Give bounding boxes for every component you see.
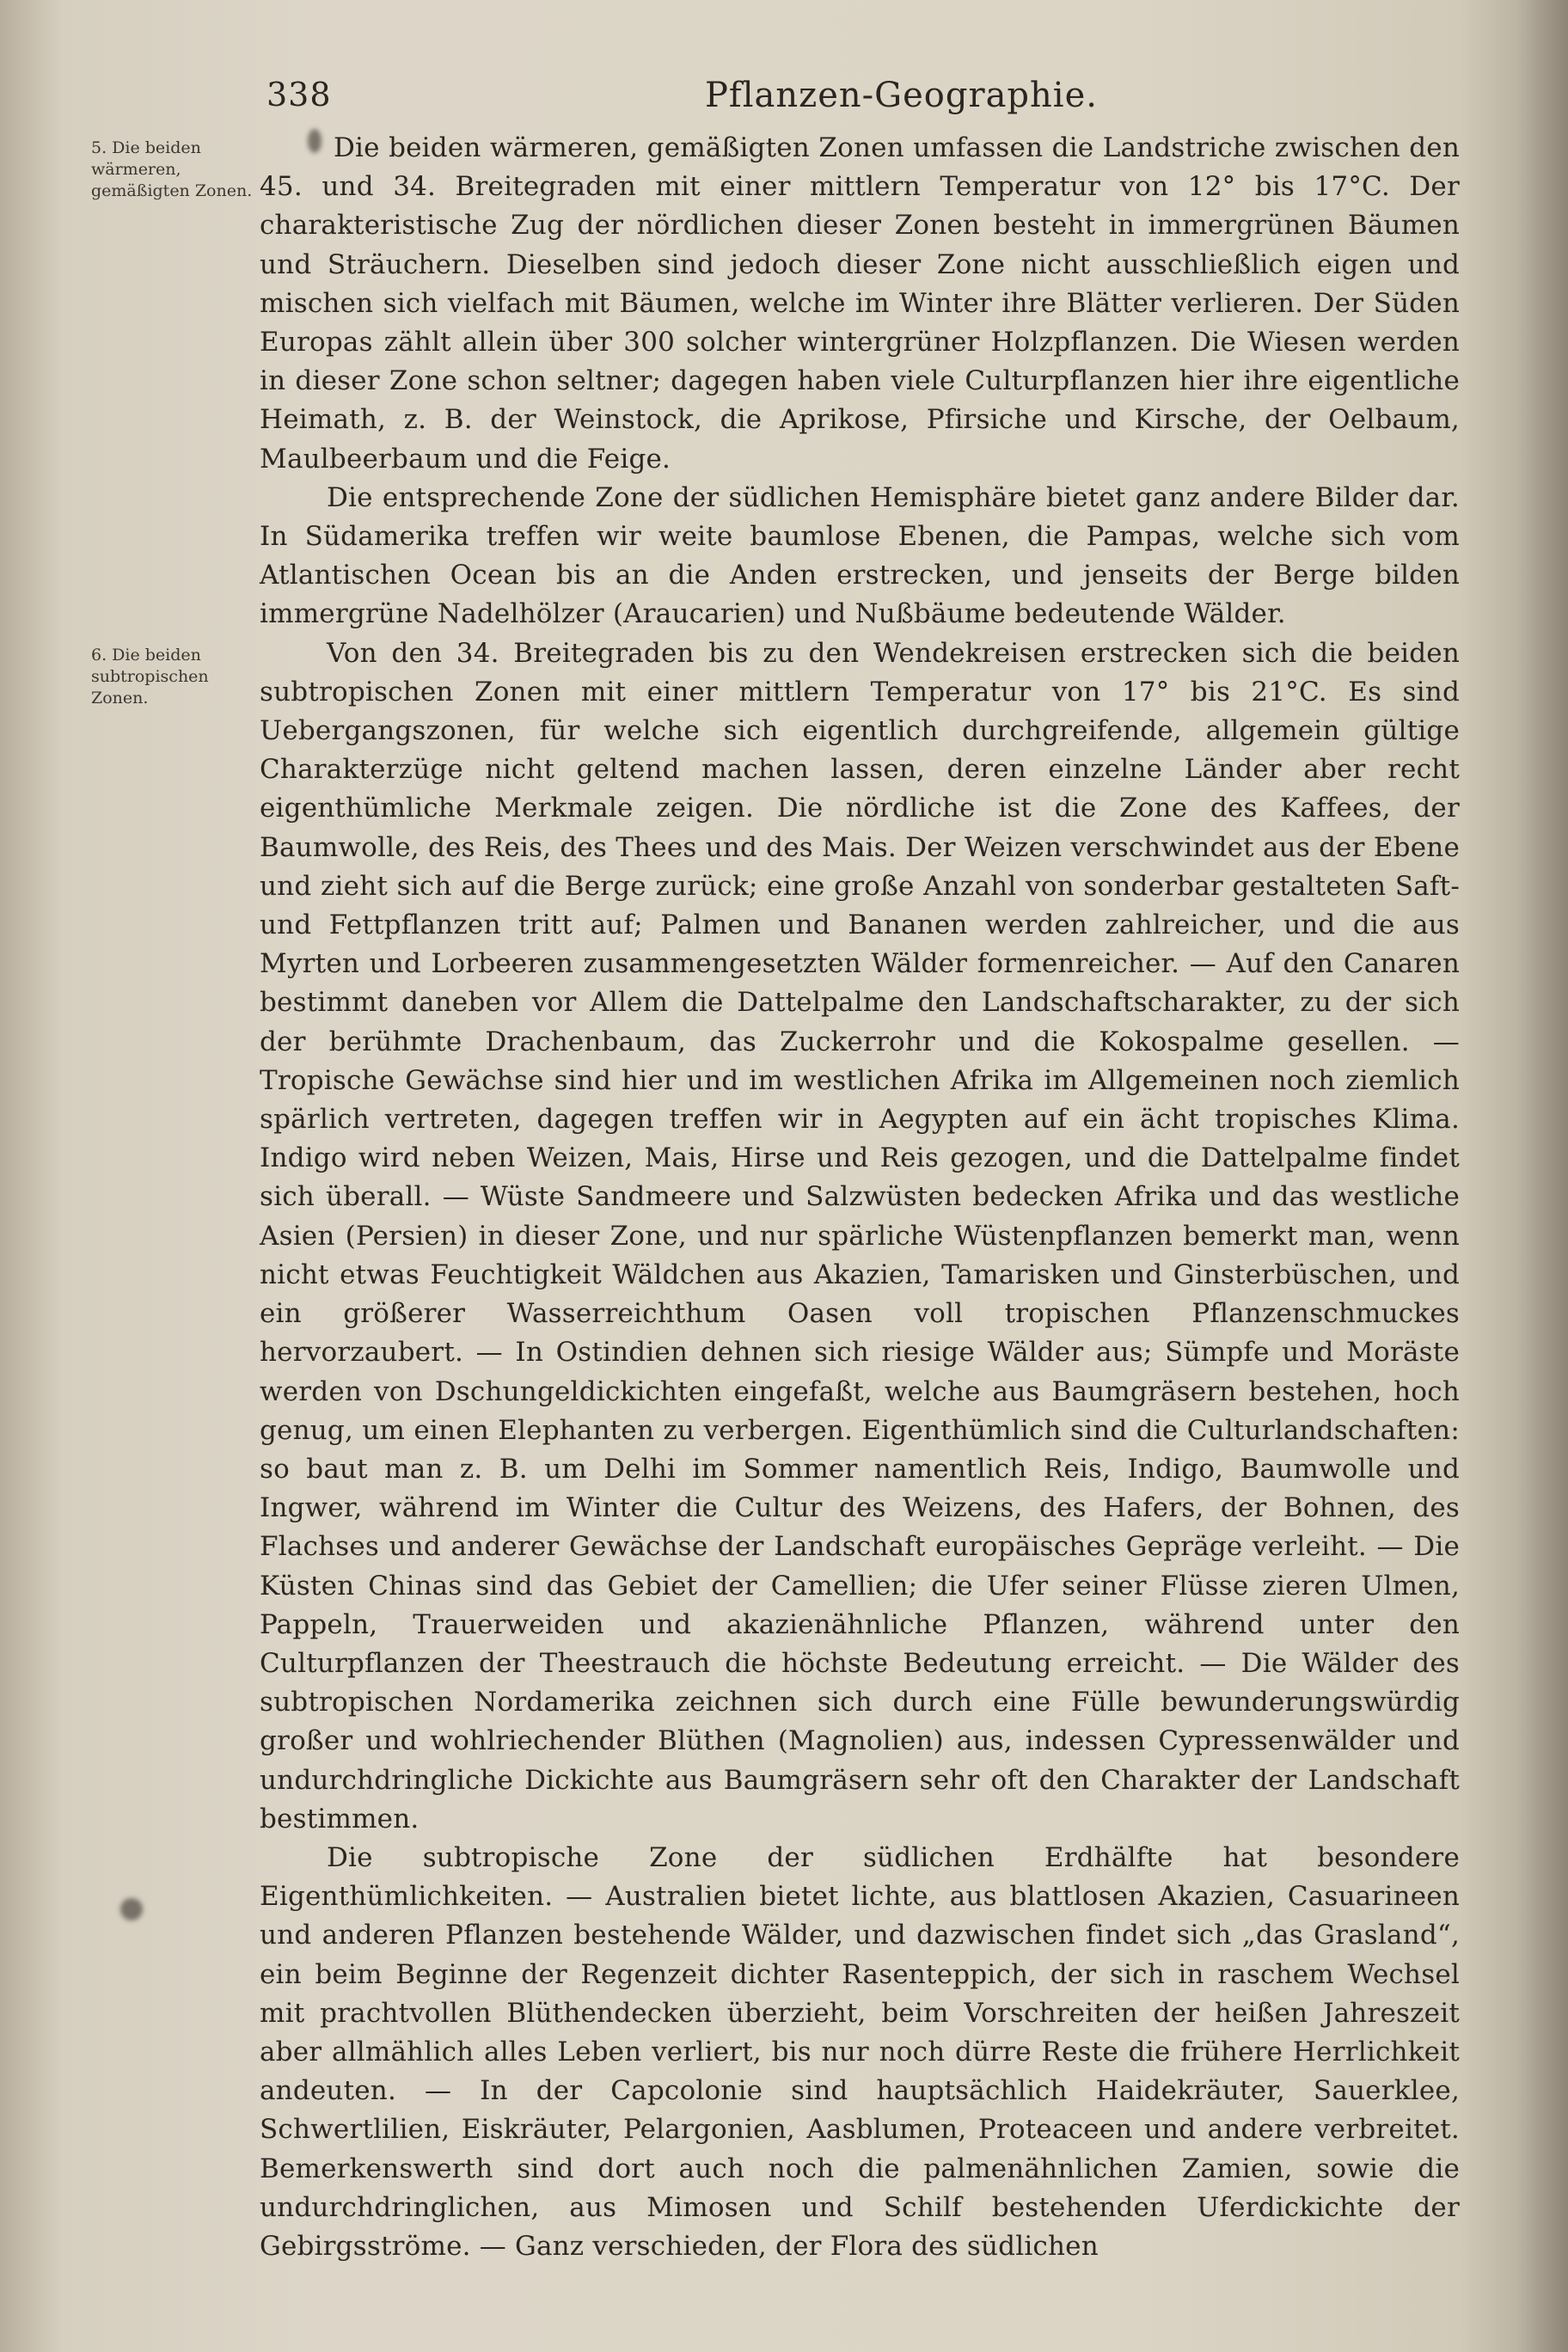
paragraph: Die beiden wärmeren, gemäßigten Zonen umfassen die Landstriche zwischen den 45. und 34. Breitegraden mit einer mittlern Temperatur von 12° bis 17°C. Der charakteristische Zug der nördlichen dieser Zonen besteht in immergrünen Bäumen und Sträuchern. Dieselben sind jedoch dieser Zone nicht ausschließlich eigen und mischen sich vielfach mit Bäumen, welche im Winter ihre Blätter verlieren. Der Süden Europas zählt allein über 300 solcher wintergrüner Holzpflanzen. Die Wiesen werden in dieser Zone schon seltner; dagegen haben viele Culturpflanzen hier ihre eigentliche Heimath, z. B. der Weinstock, die Aprikose, Pfirsiche und Kirsche, der Oelbaum, Maulbeerbaum und die Feige. — [260, 132, 1460, 475]
paragraph: Von den 34. Breitegraden bis zu den Wendekreisen erstrecken sich die beiden subtropischen Zonen mit einer mittlern Temperatur von 17° bis 21°C. Es sind Uebergangszonen, für welche sich eigentlich durchgreifende, allgemein gültige Charakterzüge nicht geltend machen lassen, deren einzelne Länder aber recht eigenthümliche Merkmale zeigen. Die nördliche ist die Zone des Kaffees, der Baumwolle, des Reis, des Thees und des Mais. Der Weizen verschwindet aus der Ebene und zieht sich auf die Berge zurück; eine große Anzahl von sonderbar gestalteten Saft- und Fettpflanzen tritt auf; Palmen und Bananen werden zahlreicher, und die aus Myrten und Lorbeeren zusammengesetzten Wälder formenreicher. — Auf den Canaren bestimmt daneben vor Allem die Dattelpalme den Landschaftscharakter, zu der sich der berühmte Drachenbaum, das Zuckerrohr und die Kokospalme gesellen. — Tropische Gewächse sind hier und im westlichen Afrika im Allgemeinen noch ziemlich spärlich vertreten, dagegen treffen wir in Aegypten auf ein ächt tropisches Klima. Indigo wird neben Weizen, Mais, Hirse und Reis gezogen, und die Dattelpalme findet sich überall. — Wüste Sandmeere und Salzwüsten bedecken Afrika und das westliche Asien (Persien) in dieser Zone, und nur spärliche Wüstenpflanzen bemerkt man, wenn nicht etwas Feuchtigkeit Wäldchen aus Akazien, Tamarisken und Ginsterbüschen, und ein größerer Wasserreichthum Oasen voll tropischen Pflanzenschmuckes hervorzaubert. — In Ostindien dehnen sich riesige Wälder aus; Sümpfe und Moräste werden von Dschungeldickichten eingefaßt, welche aus Baumgräsern bestehen, hoch genug, um einen Elephanten zu verbergen. Eigenthümlich sind die Culturlandschaften: so baut man z. B. um Delhi im Sommer namentlich Reis, Indigo, Baumwolle und Ingwer, während im Winter die Cultur des Weizens, des Hafers, der Bohnen, des Flachses und anderer Gewächse der Landschaft europäisches Gepräge verleiht. — Die Küsten Chinas sind das Gebiet der Camellien; die Ufer seiner Flüsse zieren Ulmen, Pappeln, Trauerweiden und akazienähnliche Pflanzen, während unter den Culturpflanzen der Theestrauch die höchste Bedeutung erreicht. — Die Wälder des subtropischen Nordamerika zeichnen sich durch eine Fülle bewunderungswürdig großer und wohlriechender Blüthen (Magnolien) aus, indessen Cypressenwälder und undurchdringliche Dickichte aus Baumgräsern sehr oft den Charakter der Landschaft bestimmen. — [260, 637, 1460, 1834]
page-edge-shadow — [1516, 0, 1568, 2352]
paragraph: Die entsprechende Zone der südlichen Hemisphäre bietet ganz andere Bilder dar. In Südamerika treffen wir weite baumlose Ebenen, die Pampas, welche sich vom Atlantischen Ocean bis an die Anden erstrecken, und jenseits der Berge bilden immergrüne Nadelhölzer (Araucarien) und Nußbäume bedeutende Wälder. — [260, 481, 1460, 630]
page-header — [266, 76, 1461, 119]
body-text — [260, 129, 1460, 2266]
page-number: 338 — [266, 76, 332, 113]
margin-note-5: 5. Die beiden wärmeren, gemäßigten Zonen. — [91, 138, 253, 200]
margin-note-6: 6. Die beiden subtropischen Zonen. — [91, 646, 209, 707]
paragraph: Die subtropische Zone der südlichen Erdhälfte hat besondere Eigenthümlichkeiten. — Australien bietet lichte, aus blattlosen Akazien, Casuarineen und anderen Pflanzen bestehende Wälder, und dazwischen findet sich „das Grasland“, ein beim Beginne der Regenzeit dichter Rasenteppich, der sich in raschem Wechsel mit prachtvollen Blüthendecken überzieht, beim Vorschreiten der heißen Jahreszeit aber allmählich alles Leben verliert, bis nur noch dürre Reste die frühere Herrlichkeit andeuten. — In der Capcolonie sind hauptsächlich Haidekräuter, Sauerklee, Schwertlilien, Eiskräuter, Pelargonien, Aasblumen, Proteaceen und andere verbreitet. Bemerkenswerth sind dort auch noch die palmenähnlichen Zamien, sowie die undurchdringlichen, aus Mimosen und Schilf bestehenden Uferdickichte der Gebirgsströme. — Ganz verschieden, der Flora des südlichen — [260, 1841, 1460, 2262]
running-head: Pflanzen-Geographie. — [705, 76, 1098, 115]
ink-spot — [120, 1898, 143, 1920]
